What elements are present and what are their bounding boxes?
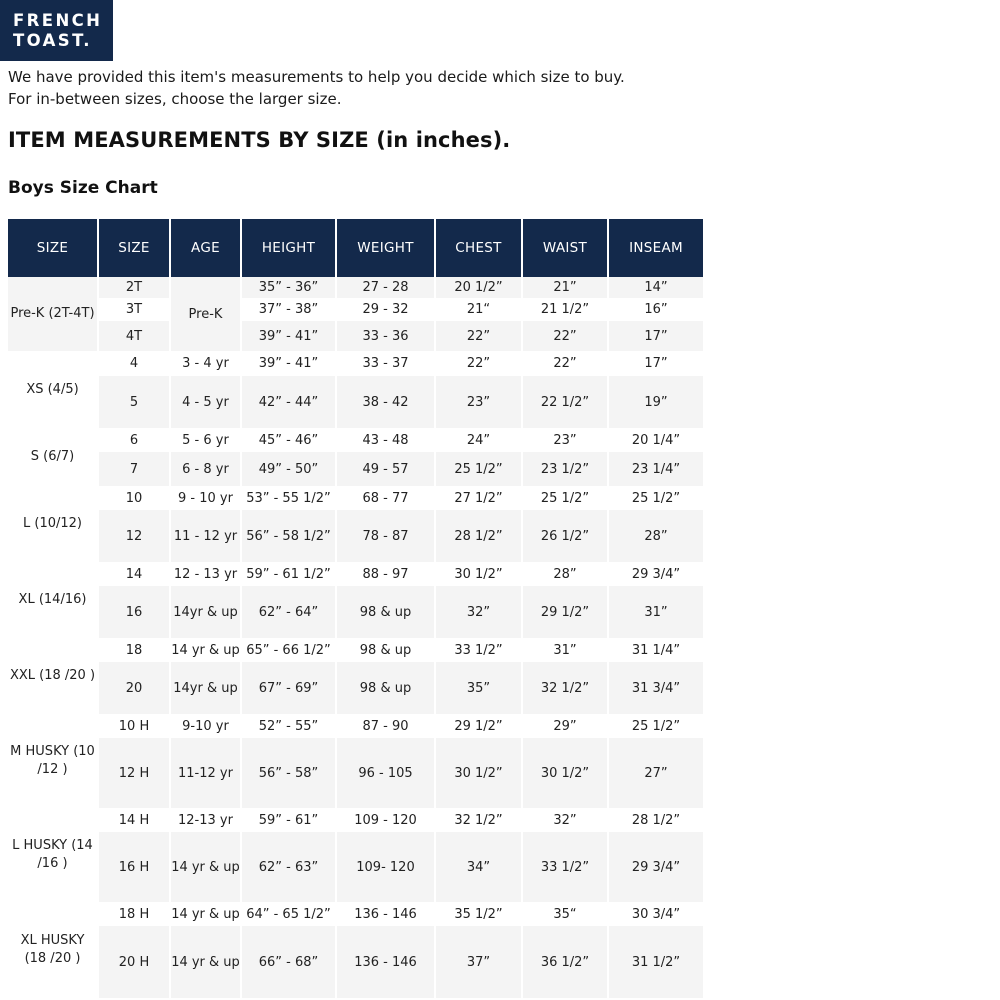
weight-cell: 33 - 36 xyxy=(337,321,434,351)
header-chest: CHEST xyxy=(436,219,521,277)
table-header xyxy=(8,219,703,277)
header-height: HEIGHT xyxy=(242,219,335,277)
age-cell: 5 - 6 yr xyxy=(171,428,240,452)
chest-cell: 22” xyxy=(436,321,521,351)
table-row xyxy=(8,586,703,638)
height-cell: 49” - 50” xyxy=(242,452,335,486)
height-cell: 56” - 58” xyxy=(242,738,335,808)
height-cell: 65” - 66 1/2” xyxy=(242,638,335,662)
height-cell: 39” - 41” xyxy=(242,351,335,376)
weight-cell: 109 - 120 xyxy=(337,808,434,832)
age-cell: 12-13 yr xyxy=(171,808,240,832)
age-cell: 14 yr & up xyxy=(171,902,240,926)
height-cell: 59” - 61 1/2” xyxy=(242,562,335,586)
height-cell: 39” - 41” xyxy=(242,321,335,351)
table-row xyxy=(8,662,703,714)
waist-cell: 30 1/2” xyxy=(523,738,607,808)
size-group-label: XS (4/5) xyxy=(8,351,97,428)
weight-cell: 78 - 87 xyxy=(337,510,434,562)
inseam-cell: 28” xyxy=(609,510,703,562)
height-cell: 66” - 68” xyxy=(242,926,335,998)
height-cell: 62” - 64” xyxy=(242,586,335,638)
height-cell: 37” - 38” xyxy=(242,298,335,321)
age-cell: 14yr & up xyxy=(171,586,240,638)
waist-cell: 35“ xyxy=(523,902,607,926)
inseam-cell: 25 1/2” xyxy=(609,486,703,510)
age-cell: 4 - 5 yr xyxy=(171,376,240,428)
size-cell: 2T xyxy=(99,277,169,298)
page-title: ITEM MEASUREMENTS BY SIZE (in inches). xyxy=(8,128,511,152)
size-group-label: XXL (18 /20 ) xyxy=(8,638,97,714)
table-row xyxy=(8,298,703,321)
height-cell: 52” - 55” xyxy=(242,714,335,738)
weight-cell: 109- 120 xyxy=(337,832,434,902)
table-row xyxy=(8,428,703,452)
table-row xyxy=(8,562,703,586)
waist-cell: 25 1/2” xyxy=(523,486,607,510)
header-weight: WEIGHT xyxy=(337,219,434,277)
table-row xyxy=(8,832,703,902)
height-cell: 59” - 61” xyxy=(242,808,335,832)
chest-cell: 37” xyxy=(436,926,521,998)
age-cell: 6 - 8 yr xyxy=(171,452,240,486)
inseam-cell: 25 1/2” xyxy=(609,714,703,738)
weight-cell: 49 - 57 xyxy=(337,452,434,486)
chest-cell: 29 1/2” xyxy=(436,714,521,738)
size-cell: 10 H xyxy=(99,714,169,738)
chest-cell: 21“ xyxy=(436,298,521,321)
header-size-group: SIZE xyxy=(8,219,97,277)
brand-logo-line-1: FRENCH xyxy=(13,11,103,30)
inseam-cell: 31 3/4” xyxy=(609,662,703,714)
chest-cell: 24” xyxy=(436,428,521,452)
inseam-cell: 17” xyxy=(609,351,703,376)
height-cell: 67” - 69” xyxy=(242,662,335,714)
chest-cell: 35 1/2” xyxy=(436,902,521,926)
table-row xyxy=(8,926,703,998)
inseam-cell: 29 3/4” xyxy=(609,832,703,902)
waist-cell: 22” xyxy=(523,321,607,351)
header-inseam: INSEAM xyxy=(609,219,703,277)
age-cell: 9-10 yr xyxy=(171,714,240,738)
inseam-cell: 16” xyxy=(609,298,703,321)
table-row xyxy=(8,638,703,662)
chest-cell: 20 1/2” xyxy=(436,277,521,298)
table-row xyxy=(8,376,703,428)
size-group-label: L HUSKY (14 /16 ) xyxy=(8,808,97,902)
waist-cell: 26 1/2” xyxy=(523,510,607,562)
height-cell: 45” - 46” xyxy=(242,428,335,452)
weight-cell: 96 - 105 xyxy=(337,738,434,808)
age-cell: 14 yr & up xyxy=(171,638,240,662)
weight-cell: 38 - 42 xyxy=(337,376,434,428)
size-group-label: S (6/7) xyxy=(8,428,97,486)
chest-cell: 30 1/2” xyxy=(436,562,521,586)
header-waist: WAIST xyxy=(523,219,607,277)
size-cell: 12 xyxy=(99,510,169,562)
inseam-cell: 20 1/4” xyxy=(609,428,703,452)
size-cell: 12 H xyxy=(99,738,169,808)
weight-cell: 29 - 32 xyxy=(337,298,434,321)
table-row xyxy=(8,902,703,926)
weight-cell: 136 - 146 xyxy=(337,926,434,998)
intro-line-2: For in-between sizes, choose the larger size. xyxy=(8,89,342,108)
waist-cell: 29” xyxy=(523,714,607,738)
height-cell: 64” - 65 1/2” xyxy=(242,902,335,926)
size-chart-table xyxy=(6,219,705,998)
size-cell: 14 H xyxy=(99,808,169,832)
size-cell: 18 xyxy=(99,638,169,662)
chart-subtitle: Boys Size Chart xyxy=(8,178,158,198)
size-group-label: L (10/12) xyxy=(8,486,97,562)
header-age: AGE xyxy=(171,219,240,277)
inseam-cell: 31 1/4” xyxy=(609,638,703,662)
waist-cell: 32 1/2” xyxy=(523,662,607,714)
age-cell: 11-12 yr xyxy=(171,738,240,808)
inseam-cell: 28 1/2” xyxy=(609,808,703,832)
inseam-cell: 19” xyxy=(609,376,703,428)
table-row xyxy=(8,714,703,738)
size-group-label: M HUSKY (10 /12 ) xyxy=(8,714,97,808)
weight-cell: 136 - 146 xyxy=(337,902,434,926)
waist-cell: 22” xyxy=(523,351,607,376)
age-cell: 14yr & up xyxy=(171,662,240,714)
age-cell: 14 yr & up xyxy=(171,926,240,998)
chest-cell: 33 1/2” xyxy=(436,638,521,662)
size-group-label: XL HUSKY (18 /20 ) xyxy=(8,902,97,998)
age-cell: 11 - 12 yr xyxy=(171,510,240,562)
waist-cell: 36 1/2” xyxy=(523,926,607,998)
table-row xyxy=(8,738,703,808)
waist-cell: 29 1/2” xyxy=(523,586,607,638)
size-cell: 16 H xyxy=(99,832,169,902)
inseam-cell: 31” xyxy=(609,586,703,638)
size-cell: 6 xyxy=(99,428,169,452)
header-row xyxy=(8,219,703,277)
table-row xyxy=(8,351,703,376)
table-row xyxy=(8,808,703,832)
weight-cell: 43 - 48 xyxy=(337,428,434,452)
age-cell: 9 - 10 yr xyxy=(171,486,240,510)
size-cell: 10 xyxy=(99,486,169,510)
table-row xyxy=(8,510,703,562)
inseam-cell: 31 1/2” xyxy=(609,926,703,998)
chest-cell: 25 1/2” xyxy=(436,452,521,486)
height-cell: 53” - 55 1/2” xyxy=(242,486,335,510)
waist-cell: 21 1/2” xyxy=(523,298,607,321)
chest-cell: 27 1/2” xyxy=(436,486,521,510)
weight-cell: 68 - 77 xyxy=(337,486,434,510)
age-cell: 14 yr & up xyxy=(171,832,240,902)
header-size: SIZE xyxy=(99,219,169,277)
table-row xyxy=(8,321,703,351)
chest-cell: 30 1/2” xyxy=(436,738,521,808)
chest-cell: 35” xyxy=(436,662,521,714)
size-cell: 20 H xyxy=(99,926,169,998)
inseam-cell: 29 3/4” xyxy=(609,562,703,586)
brand-logo-line-2: TOAST. xyxy=(13,31,92,50)
intro-line-1: We have provided this item's measurements to help you decide which size to buy. xyxy=(8,68,625,86)
waist-cell: 31” xyxy=(523,638,607,662)
chest-cell: 22” xyxy=(436,351,521,376)
weight-cell: 33 - 37 xyxy=(337,351,434,376)
chest-cell: 23” xyxy=(436,376,521,428)
weight-cell: 88 - 97 xyxy=(337,562,434,586)
age-cell: Pre-K xyxy=(171,277,240,351)
waist-cell: 22 1/2” xyxy=(523,376,607,428)
size-cell: 4 xyxy=(99,351,169,376)
inseam-cell: 17” xyxy=(609,321,703,351)
weight-cell: 98 & up xyxy=(337,662,434,714)
intro-text xyxy=(8,67,908,110)
size-group-label: XL (14/16) xyxy=(8,562,97,638)
table-body xyxy=(8,277,703,998)
waist-cell: 28” xyxy=(523,562,607,586)
height-cell: 62” - 63” xyxy=(242,832,335,902)
size-cell: 18 H xyxy=(99,902,169,926)
size-cell: 4T xyxy=(99,321,169,351)
waist-cell: 23 1/2” xyxy=(523,452,607,486)
weight-cell: 98 & up xyxy=(337,638,434,662)
age-cell: 3 - 4 yr xyxy=(171,351,240,376)
height-cell: 42” - 44” xyxy=(242,376,335,428)
size-group-label: Pre-K (2T-4T) xyxy=(8,277,97,351)
inseam-cell: 14” xyxy=(609,277,703,298)
height-cell: 56” - 58 1/2” xyxy=(242,510,335,562)
size-cell: 5 xyxy=(99,376,169,428)
inseam-cell: 23 1/4” xyxy=(609,452,703,486)
waist-cell: 33 1/2” xyxy=(523,832,607,902)
waist-cell: 23” xyxy=(523,428,607,452)
size-cell: 14 xyxy=(99,562,169,586)
age-cell: 12 - 13 yr xyxy=(171,562,240,586)
size-cell: 20 xyxy=(99,662,169,714)
table-row xyxy=(8,277,703,298)
table-row xyxy=(8,486,703,510)
table-row xyxy=(8,452,703,486)
size-cell: 7 xyxy=(99,452,169,486)
weight-cell: 27 - 28 xyxy=(337,277,434,298)
waist-cell: 21” xyxy=(523,277,607,298)
inseam-cell: 27” xyxy=(609,738,703,808)
inseam-cell: 30 3/4” xyxy=(609,902,703,926)
size-cell: 16 xyxy=(99,586,169,638)
size-cell: 3T xyxy=(99,298,169,321)
chest-cell: 32 1/2” xyxy=(436,808,521,832)
height-cell: 35” - 36” xyxy=(242,277,335,298)
brand-logo xyxy=(0,0,113,61)
weight-cell: 98 & up xyxy=(337,586,434,638)
chest-cell: 28 1/2” xyxy=(436,510,521,562)
chest-cell: 34” xyxy=(436,832,521,902)
waist-cell: 32” xyxy=(523,808,607,832)
chest-cell: 32” xyxy=(436,586,521,638)
weight-cell: 87 - 90 xyxy=(337,714,434,738)
